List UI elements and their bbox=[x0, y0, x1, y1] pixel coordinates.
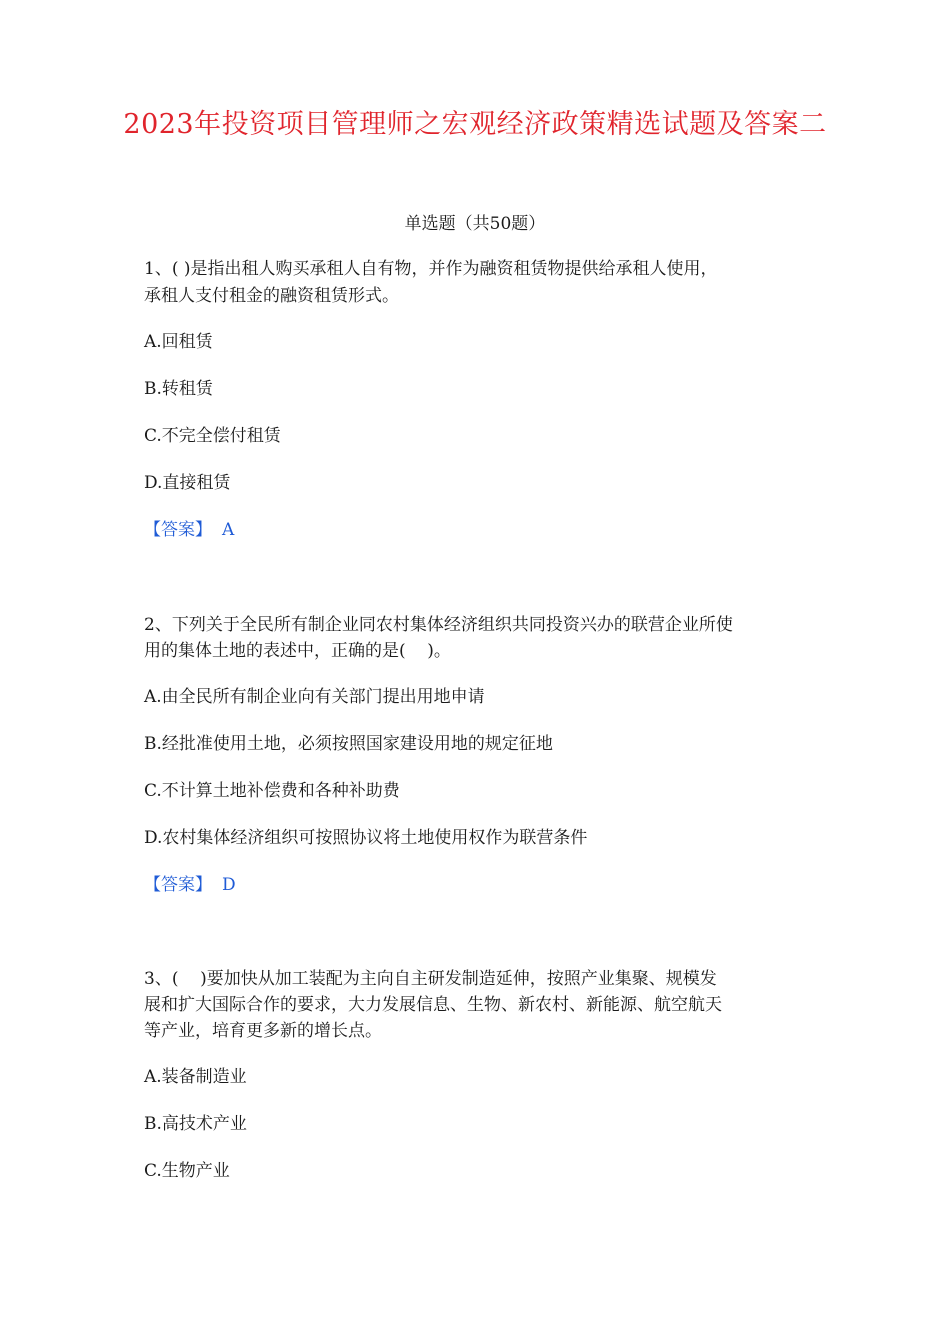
answer-value: D bbox=[222, 875, 236, 895]
question-1-option-d: D.直接租赁 bbox=[144, 473, 231, 493]
question-1-answer bbox=[144, 518, 234, 542]
question-1-stem-line-2: 承租人支付租金的融资租赁形式。 bbox=[144, 286, 399, 306]
question-2-answer bbox=[144, 873, 236, 897]
question-3-stem-line-2: 展和扩大国际合作的要求，大力发展信息、生物、新农村、新能源、航空航天 bbox=[144, 995, 722, 1015]
question-3-stem-line-3: 等产业，培育更多新的增长点。 bbox=[144, 1021, 382, 1041]
document-title: 2023年投资项目管理师之宏观经济政策精选试题及答案二 bbox=[123, 109, 827, 140]
question-2-option-b: B.经批准使用土地，必须按照国家建设用地的规定征地 bbox=[144, 734, 553, 754]
answer-label: 【答案】 bbox=[144, 875, 212, 895]
question-2-option-d: D.农村集体经济组织可按照协议将土地使用权作为联营条件 bbox=[144, 828, 588, 848]
question-2-stem-line-1: 2、下列关于全民所有制企业同农村集体经济组织共同投资兴办的联营企业所使 bbox=[144, 615, 733, 635]
question-3-option-c: C.生物产业 bbox=[144, 1161, 230, 1181]
question-2-option-a: A.由全民所有制企业向有关部门提出用地申请 bbox=[144, 687, 485, 707]
section-heading: 单选题（共50题） bbox=[404, 214, 546, 234]
question-1-option-b: B.转租赁 bbox=[144, 379, 213, 399]
question-2-stem-line-2: 用的集体土地的表述中，正确的是( )。 bbox=[144, 641, 451, 661]
question-3-option-a: A.装备制造业 bbox=[144, 1067, 247, 1087]
question-1-option-a: A.回租赁 bbox=[144, 332, 213, 352]
answer-label: 【答案】 bbox=[144, 520, 212, 540]
question-1-stem-line-1: 1、( )是指出租人购买承租人自有物，并作为融资租赁物提供给承租人使用， bbox=[144, 259, 718, 279]
question-3-option-b: B.高技术产业 bbox=[144, 1114, 247, 1134]
question-1-option-c: C.不完全偿付租赁 bbox=[144, 426, 281, 446]
question-2-option-c: C.不计算土地补偿费和各种补助费 bbox=[144, 781, 400, 801]
answer-value: A bbox=[222, 520, 235, 540]
question-3-stem-line-1: 3、( )要加快从加工装配为主向自主研发制造延伸，按照产业集聚、规模发 bbox=[144, 969, 717, 989]
